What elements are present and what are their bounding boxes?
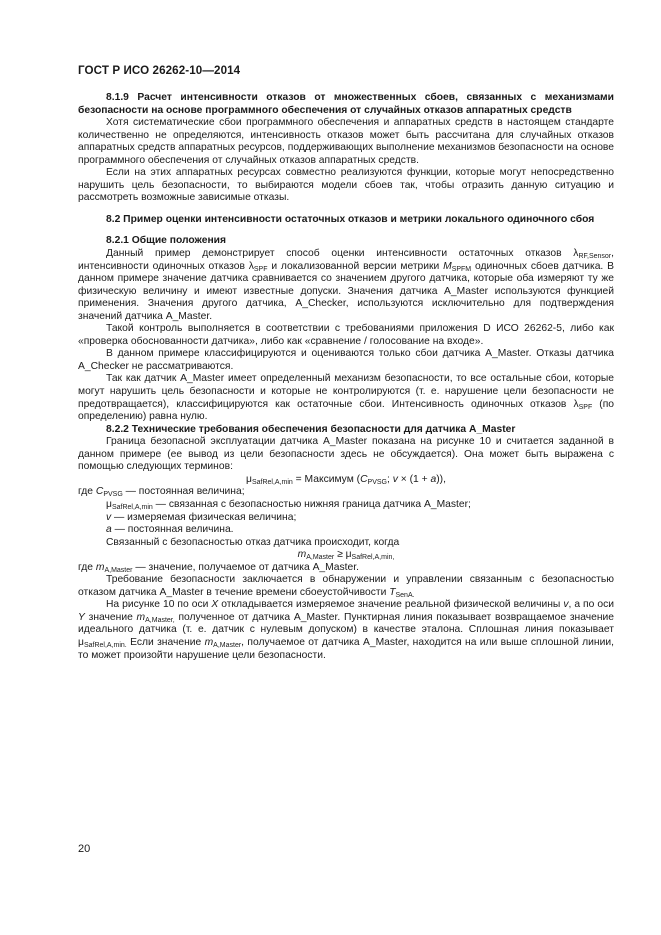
- definition-mu: [78, 499, 614, 512]
- text: )),: [436, 473, 446, 485]
- text: Данный пример демонстрирует способ оценки интенсивности остаточных отказов λ: [106, 248, 579, 260]
- italic-symbol: m: [204, 636, 214, 648]
- paragraph: В данном примере классифицируются и оцениваются только сбои датчика A_Master. Отказы датчика A_Checker не рассматриваются.: [78, 348, 614, 372]
- text: ;: [386, 473, 393, 485]
- paragraph: [78, 373, 614, 423]
- section-8-2-heading: 8.2 Пример оценки интенсивности остаточных отказов и метрики локального одиночного сбоя: [106, 213, 595, 225]
- italic-symbol: X: [211, 599, 219, 611]
- subscript: SafRel,A,min.: [83, 641, 127, 649]
- text: (по определению) равна нулю.: [78, 398, 615, 423]
- italic-symbol: C: [95, 486, 104, 498]
- definition-a: [78, 524, 614, 537]
- text: Так как датчик A_Master имеет определенный механизм безопасности, то все остальные сбои, которые могут нарушить цель безопасности и которые не контролируются (т. е. нарушение цели безопасности не предотвращается), классифицируются как остаточные сбои. Интенсивность одиночных отказов λ: [78, 373, 614, 410]
- italic-symbol: m: [136, 611, 146, 623]
- document-header: ГОСТ Р ИСО 26262-10—2014: [78, 64, 241, 77]
- italic-symbol: v: [563, 599, 569, 611]
- italic-symbol: v: [106, 511, 112, 523]
- text: Если значение: [126, 636, 205, 648]
- text: значение: [84, 611, 137, 623]
- formula-1: [78, 474, 614, 487]
- italic-symbol: m: [297, 549, 307, 561]
- italic-symbol: Y: [78, 611, 85, 623]
- where-clause: [78, 562, 614, 575]
- subscript: A,Master: [104, 566, 133, 574]
- paragraph: Если на этих аппаратных ресурсах совместно реализуются функции, которые могут непосредственно нарушить цель безопасности, то выбираются модели сбоев так, чтобы отразить данную ситуацию и рассмотреть возможные зависимые отказы.: [78, 167, 614, 204]
- text: где: [78, 486, 96, 498]
- subscript: SPFM: [451, 265, 472, 273]
- text: Требование безопасности заключается в обнаружении и управлении связанным с безопасностью отказом датчика A_Master в течение времени сбоеустойчивости: [78, 574, 614, 598]
- subscript: RF,Sensor: [578, 253, 612, 261]
- text: ≥ μ: [334, 549, 352, 561]
- text: где: [78, 561, 96, 573]
- italic-symbol: a: [430, 473, 437, 485]
- formula-2: [78, 549, 614, 562]
- paragraph: [78, 248, 614, 323]
- text: = Максимум (: [292, 473, 361, 485]
- text: и локализованной версии метрики: [267, 260, 444, 272]
- paragraph: [78, 599, 614, 662]
- italic-symbol: C: [360, 473, 368, 485]
- subscript: PVSG: [103, 491, 123, 499]
- paragraph: Такой контроль выполняется в соответствии с требованиями приложения D ИСО 26262-5, либо как «проверка обоснованности датчика», либо как «сравнение / голосование на входе».: [78, 323, 614, 347]
- section-8-1-9-heading: 8.1.9 Расчет интенсивности отказов от множественных сбоев, связанных с механизмами безопасности на основе программного обеспечения от случайных отказов аппаратных средств: [78, 92, 614, 116]
- text: — постоянная величина.: [111, 524, 234, 536]
- section-8-2-2-heading: 8.2.2 Технические требования обеспечения безопасности для датчика A_Master: [106, 423, 516, 435]
- document-body: [78, 92, 614, 662]
- paragraph: Связанный с безопасностью отказ датчика происходит, когда: [106, 536, 400, 548]
- subscript: A,Master: [213, 641, 242, 649]
- subscript: SafRel,A,min: [251, 478, 293, 486]
- subscript: PVSG: [367, 478, 387, 486]
- subscript: SPF: [253, 265, 268, 273]
- subscript: SPF: [578, 403, 593, 411]
- italic-symbol: M: [443, 260, 452, 272]
- definition-v: [78, 512, 614, 525]
- text: , получаемое от датчика A_Master, находится на или выше сплошной линии, то может произойти нарушение цели безопасности.: [78, 636, 614, 661]
- text: полученное от датчика A_Master. Пунктирная линия показывает возвращаемое значение идеального датчика (т. е. датчик с нулевым допуском) в качестве эталона. Сплошная линия показывает μ: [78, 611, 614, 648]
- text: — значение, получаемое от датчика A_Master.: [132, 561, 359, 573]
- text: — связанная с безопасностью нижняя граница датчика A_Master;: [152, 498, 471, 510]
- page-number: 20: [78, 843, 91, 855]
- subscript: A,Master,: [145, 616, 175, 624]
- section-8-2-1-heading: 8.2.1 Общие положения: [106, 235, 226, 247]
- text: , интенсивности одиночных отказов λ: [78, 248, 614, 272]
- paragraph: Хотя систематические сбои программного обеспечения и аппаратных средств в настоящем стандарте количественно не определяются, интенсивность отказов может быть рассчитана для случайных отказов аппаратных средств аппаратных ресурсов, поддерживающих выполнение механизмов безопасности на основе программного обеспечения от случайных отказов аппаратных средств.: [78, 117, 614, 166]
- text: — постоянная величина;: [122, 486, 245, 498]
- text: , а по оси: [568, 599, 614, 611]
- subscript: SenA.: [395, 591, 415, 599]
- italic-symbol: T: [389, 586, 396, 598]
- italic-symbol: a: [106, 524, 112, 536]
- paragraph: [78, 574, 614, 599]
- subscript: SafRel,A,min,: [351, 554, 395, 562]
- text: μ: [106, 498, 112, 510]
- italic-symbol: m: [95, 561, 105, 573]
- text: × (1 +: [397, 473, 431, 485]
- text: На рисунке 10 по оси: [106, 599, 212, 611]
- where-clause: [78, 486, 614, 499]
- text: откладывается измеряемое значение реальной физической величины: [218, 599, 564, 611]
- text: одиночных сбоев датчика. В данном примере значение датчика сравнивается со значением другого датчика, которые оба измеряют ту же физическую величину и имеют известные допуски. Значения датчика A_Master используются функцией применения. Значения другого датчика, A_Checker, используются исключительно для подтверждения значений датчика A_Master.: [78, 260, 614, 322]
- subscript: SafRel,A,min: [111, 503, 153, 511]
- text: μ: [246, 473, 252, 485]
- subscript: A,Master: [306, 554, 335, 562]
- paragraph: Граница безопасной эксплуатации датчика A_Master показана на рисунке 10 и считается заданной в данном примере (ее вывод из цели безопасности здесь не обсуждается). Она может быть выражена с помощью следующих терминов:: [78, 436, 614, 473]
- text: — измеряемая физическая величина;: [111, 511, 297, 523]
- italic-symbol: v: [392, 473, 398, 485]
